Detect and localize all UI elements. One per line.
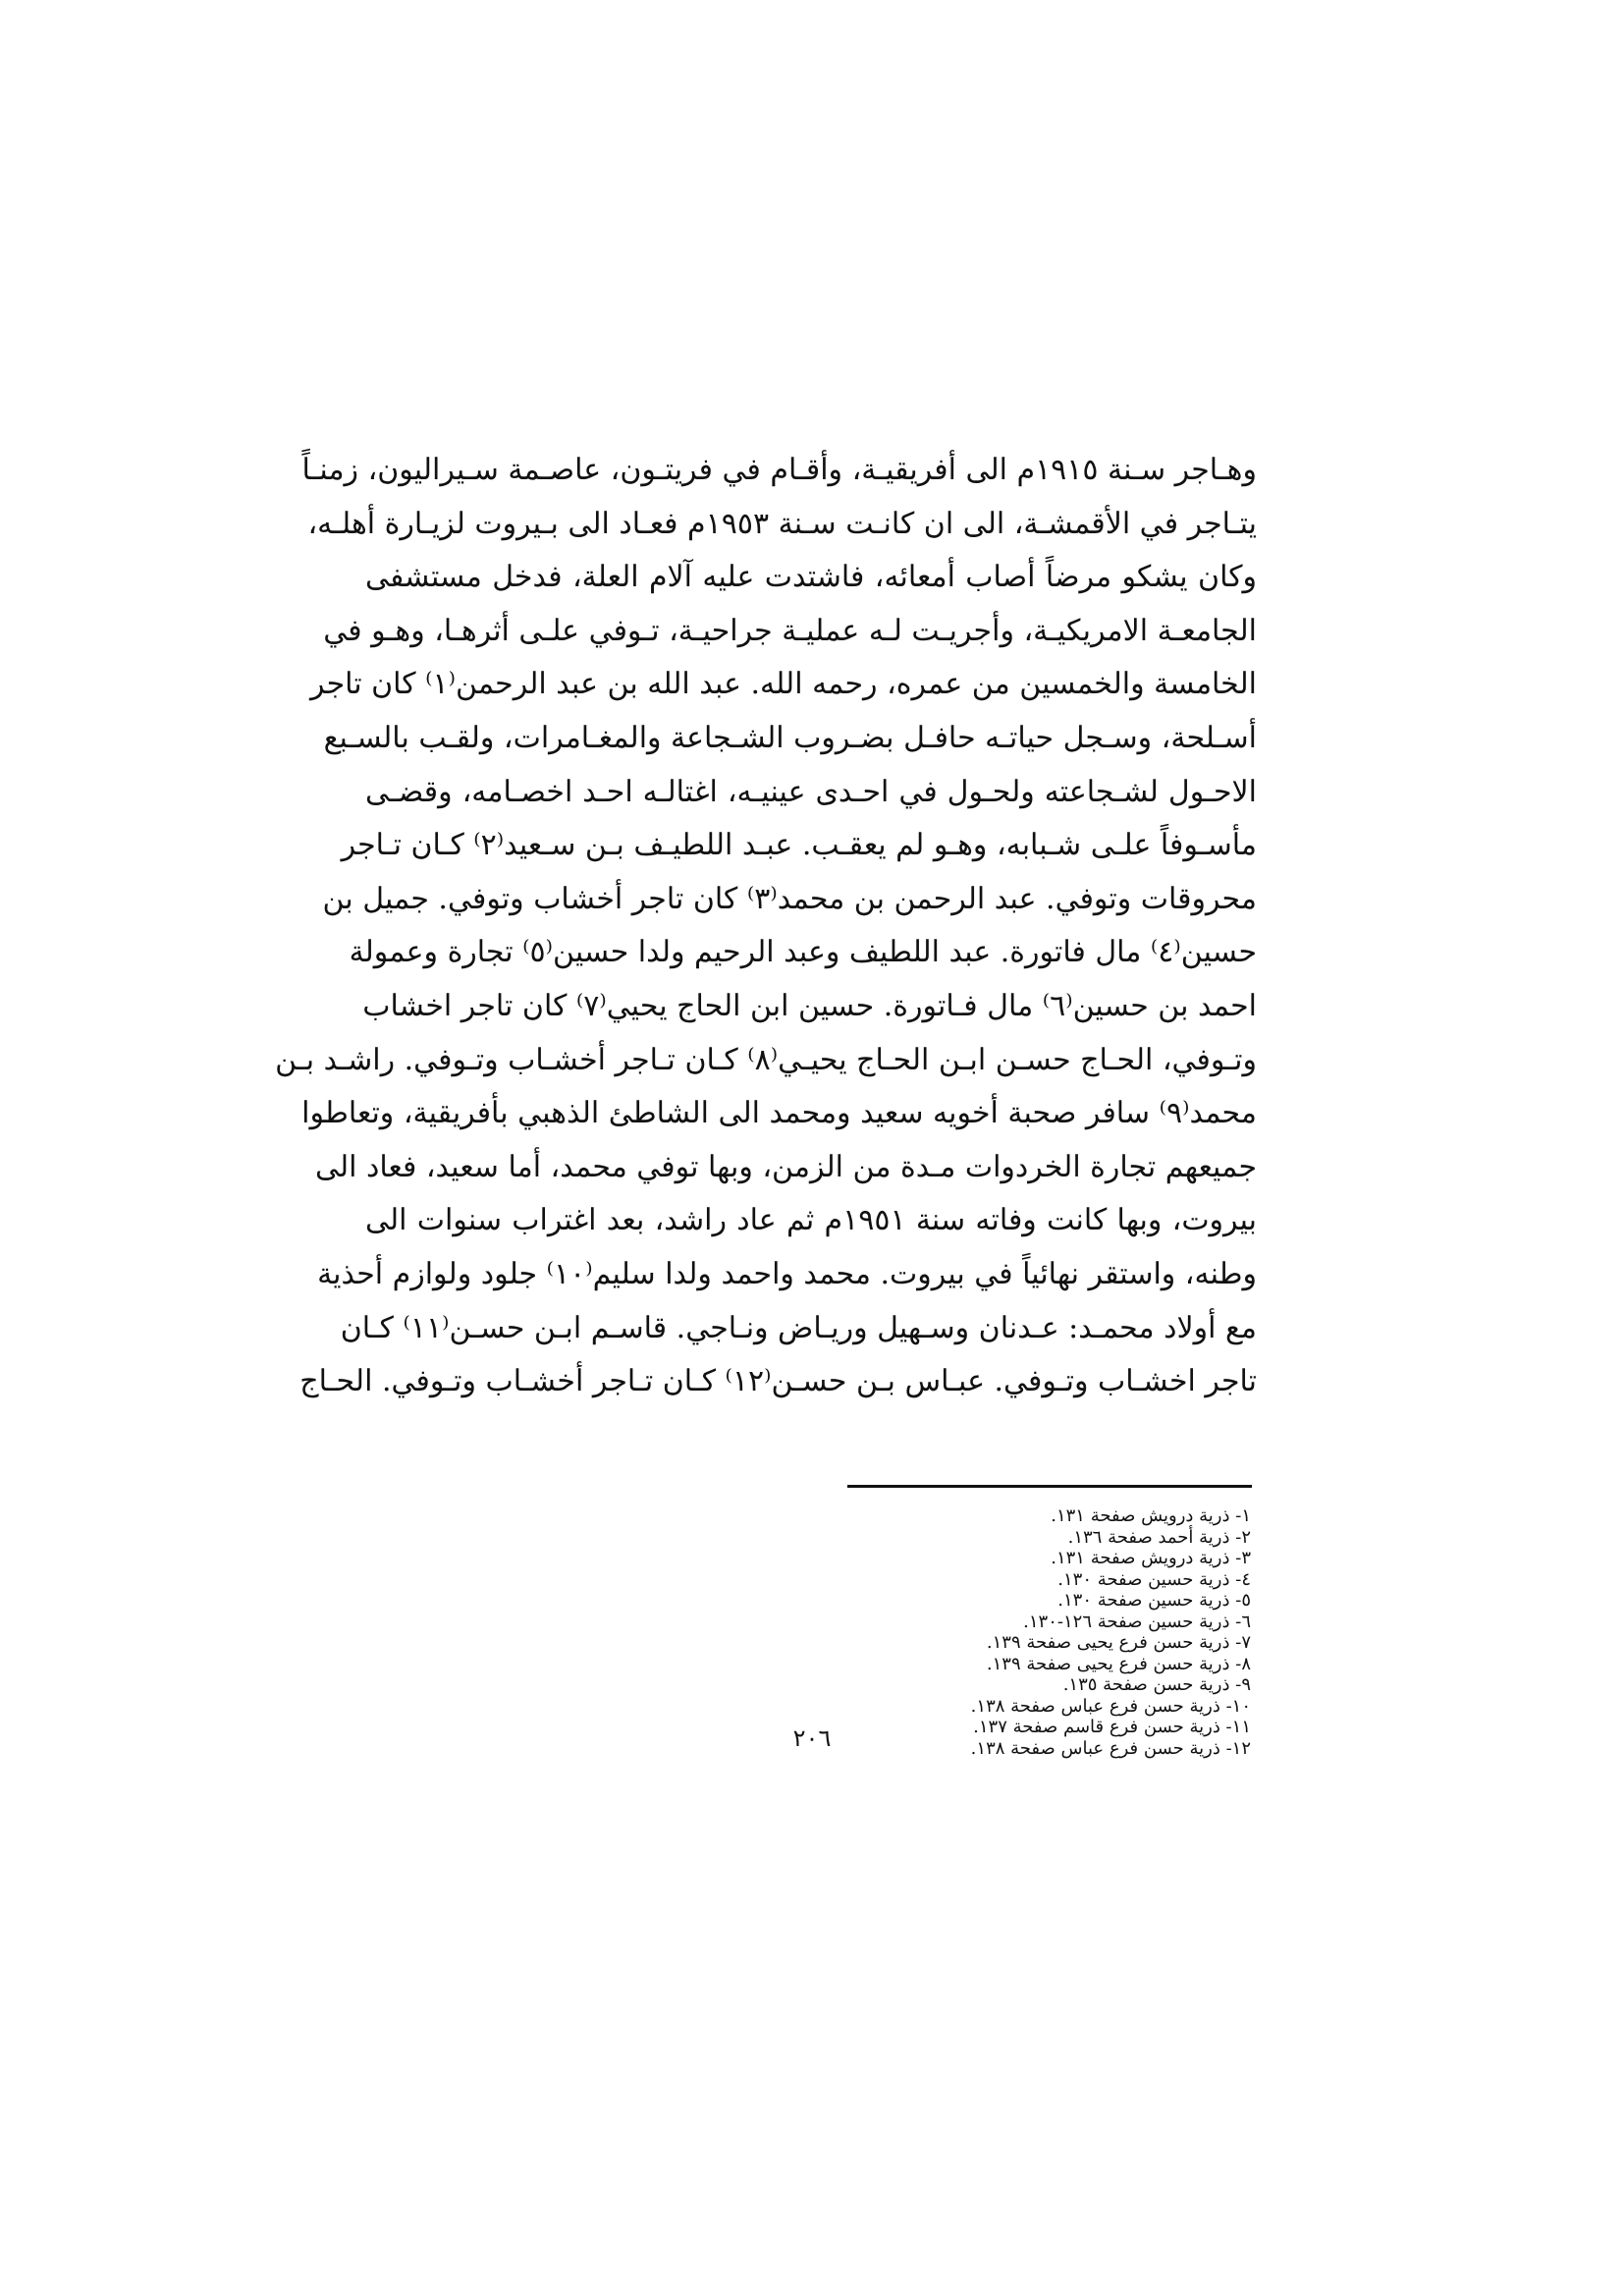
body-line-2: يتـاجر في الأقمشـة، الى ان كانـت سـنة ١٩٥٣م فعـاد الى بـيروت لزيـارة أهلـه، xyxy=(307,506,1257,541)
footnote-2: ٢- ذرية أحمد صفحة ١٣٦. xyxy=(1067,1526,1251,1548)
body-line-6: أسـلحة، وسـجل حياتـه حافـل بضـروب الشـجاعة والمغـامرات، ولقـب بالسـبع xyxy=(323,720,1257,755)
body-paragraph xyxy=(275,444,1258,1409)
body-line-10: حسين⁽٤⁾ مال فاتورة. عبد اللطيف وعبد الرحيم ولدا حسين⁽٥⁾ تجارة وعمولة xyxy=(349,935,1257,970)
body-line-5: الخامسة والخمسين من عمره، رحمه الله. عبد الله بن عبد الرحمن⁽١⁾ كان تاجر xyxy=(310,667,1257,702)
footnote-9: ٩- ذرية حسن صفحة ١٣٥. xyxy=(1062,1674,1251,1695)
page-number: ٢٠٦ xyxy=(792,1724,832,1752)
footnote-7: ٧- ذرية حسن فرع يحيى صفحة ١٣٩. xyxy=(986,1632,1251,1653)
body-line-8: مأسـوفاً علـى شـبابه، وهـو لم يعقـب. عبـد اللطيـف بـن سـعيد⁽٢⁾ كـان تـاجر xyxy=(341,828,1257,863)
footnote-12: ١٢- ذرية حسن فرع عباس صفحة ١٣٨. xyxy=(970,1737,1251,1759)
body-line-12: وتـوفي، الحـاج حسـن ابـن الحـاج يحيـي⁽٨⁾ كـان تـاجر أخشـاب وتـوفي. راشـد بـن xyxy=(275,1042,1257,1077)
body-line-3: وكان يشكو مرضاً أصاب أمعائه، فاشتدت عليه آلام العلة، فدخل مستشفى xyxy=(365,560,1257,595)
body-line-9: محروقات وتوفي. عبد الرحمن بن محمد⁽٣⁾ كان تاجر أخشاب وتوفي. جميل بن xyxy=(322,881,1257,916)
body-line-14: جميعهم تجارة الخردوات مـدة من الزمن، وبها توفي محمد، أما سعيد، فعاد الى xyxy=(314,1149,1257,1184)
footnote-1: ١- ذرية درويش صفحة ١٣١. xyxy=(1051,1505,1251,1526)
body-line-4: الجامعـة الامريكيـة، وأجريـت لـه عمليـة جراحيـة، تـوفي علـى أثرهـا، وهـو في xyxy=(323,613,1257,648)
footnote-11: ١١- ذرية حسن فرع قاسم صفحة ١٣٧. xyxy=(973,1717,1251,1737)
footnote-separator xyxy=(847,1485,1252,1488)
body-line-13: محمد⁽٩⁾ سافر صحبة أخويه سعيد ومحمد الى الشاطئ الذهبي بأفريقية، وتعاطوا xyxy=(301,1096,1257,1131)
body-line-16: وطنه، واستقر نهائياً في بيروت. محمد واحمد ولدا سليم⁽١٠⁾ جلود ولوازم أحذية xyxy=(317,1256,1257,1291)
footnotes xyxy=(760,1505,1251,1759)
body-line-1: وهـاجر سـنة ١٩١٥م الى أفريقيـة، وأقـام في فريتـون، عاصـمة سـيراليون، زمنـاً xyxy=(301,453,1257,487)
footnote-3: ٣- ذرية درويش صفحة ١٣١. xyxy=(1051,1548,1251,1568)
footnote-4: ٤- ذرية حسين صفحة ١٣٠. xyxy=(1057,1568,1251,1590)
body-line-15: بيروت، وبها كانت وفاته سنة ١٩٥١م ثم عاد راشد، بعد اغتراب سنوات الى xyxy=(365,1203,1258,1238)
footnote-5: ٥- ذرية حسين صفحة ١٣٠. xyxy=(1057,1590,1251,1611)
footnote-6: ٦- ذرية حسين صفحة ١٢٦-١٣٠. xyxy=(1023,1611,1251,1632)
footnote-10: ١٠- ذرية حسن فرع عباس صفحة ١٣٨. xyxy=(970,1695,1251,1717)
body-line-17: مع أولاد محمـد: عـدنان وسـهيل وريـاض ونـاجي. قاسـم ابـن حسـن⁽١١⁾ كـان xyxy=(340,1310,1257,1345)
body-line-7: الاحـول لشـجاعته ولحـول في احـدى عينيـه، اغتالـه احـد اخصـامه، وقضـى xyxy=(365,774,1257,809)
footnote-8: ٨- ذرية حسن فرع يحيى صفحة ١٣٩. xyxy=(986,1653,1251,1674)
body-line-11: احمد بن حسين⁽٦⁾ مال فـاتورة. حسين ابن الحاج يحيي⁽٧⁾ كان تاجر اخشاب xyxy=(362,988,1257,1023)
body-line-18: تاجر اخشـاب وتـوفي. عبـاس بـن حسـن⁽١٢⁾ كـان تـاجر أخشـاب وتـوفي. الحـاج xyxy=(299,1364,1257,1399)
